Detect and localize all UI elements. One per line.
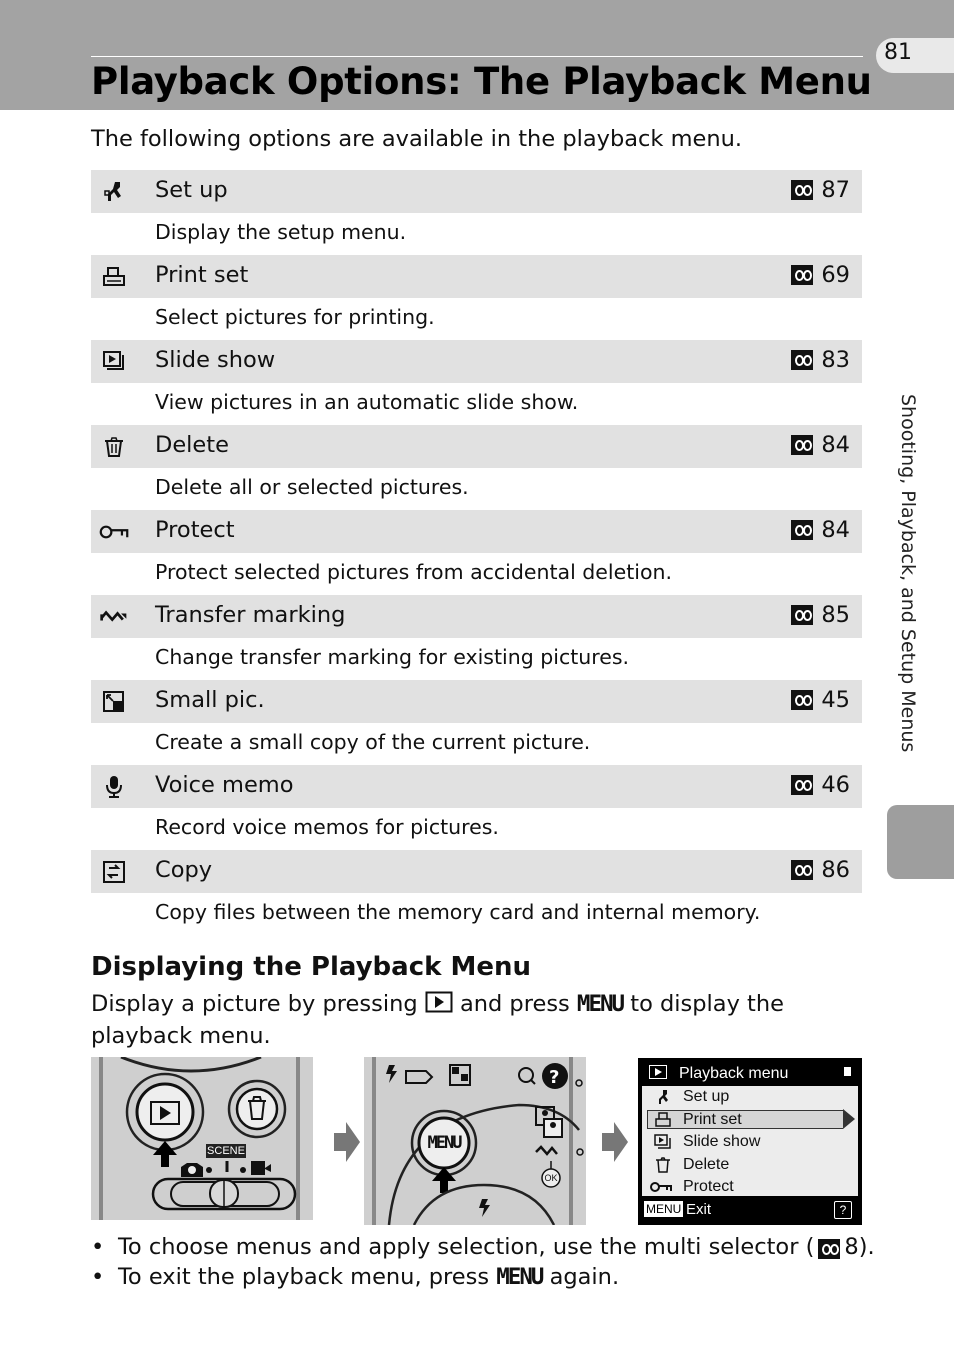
menu-badge: MENU (646, 1202, 682, 1216)
section-text-part-1: Display a picture by pressing (91, 991, 418, 1017)
camera-back-figure (91, 1057, 313, 1220)
trash-icon (654, 1157, 672, 1173)
option-name: Transfer marking (155, 602, 346, 628)
slide-show-icon (99, 348, 129, 375)
option-row-print-set (91, 255, 862, 298)
arrow-icon (600, 1120, 630, 1168)
microphone-icon (99, 773, 129, 800)
option-page-ref (791, 857, 850, 883)
screen-menu-item[interactable] (642, 1154, 858, 1177)
bullet-item (91, 1232, 875, 1262)
option-page-ref (791, 262, 850, 288)
wrench-icon (99, 178, 129, 205)
option-desc-row (91, 298, 862, 340)
options-table (91, 170, 862, 935)
arrow-icon (332, 1120, 362, 1168)
option-description: Copy files between the memory card and internal memory. (155, 900, 761, 924)
option-desc-row (91, 553, 862, 595)
option-name: Small pic. (155, 687, 265, 713)
option-name: Set up (155, 177, 228, 203)
option-description: Protect selected pictures from accidental deletion. (155, 560, 673, 584)
trash-icon (99, 433, 129, 460)
option-name: Protect (155, 517, 235, 543)
menu-button-label: MENU (576, 991, 624, 1017)
option-row-slide-show (91, 340, 862, 383)
screen-menu-item[interactable] (642, 1131, 858, 1154)
page-reference-icon (791, 860, 813, 880)
section-text-part-2: and press (459, 991, 570, 1017)
option-desc-row (91, 808, 862, 850)
menu-button-label: MENU (496, 1264, 543, 1290)
screen-menu-item-label: Slide show (683, 1133, 761, 1150)
screen-menu-item-label: Print set (683, 1110, 742, 1128)
option-page-number: 86 (821, 857, 850, 883)
intro-text: The following options are available in the playback menu. (91, 126, 743, 152)
side-tab-marker (887, 805, 954, 879)
screen-menu-item-selected[interactable] (642, 1109, 858, 1132)
option-row-copy (91, 850, 862, 893)
option-page-ref (791, 432, 850, 458)
option-desc-row (91, 383, 862, 425)
screen-menu-item[interactable] (642, 1086, 858, 1109)
page-reference-icon (791, 690, 813, 710)
small-pic-icon (99, 688, 129, 715)
exit-label: Exit (686, 1201, 712, 1218)
playback-menu-screen (638, 1058, 862, 1225)
screen-title: Playback menu (679, 1065, 789, 1082)
option-description: Select pictures for printing. (155, 305, 435, 329)
page-title: Playback Options: The Playback Menu (91, 60, 872, 103)
section-text-part-3: to display the playback menu. (91, 991, 784, 1049)
key-icon (650, 1179, 672, 1195)
bullet-text: To choose menus and apply selection, use the multi selector ( (118, 1234, 815, 1260)
option-desc-row (91, 468, 862, 510)
option-page-ref (791, 347, 850, 373)
option-description: Display the setup menu. (155, 220, 407, 244)
screen-title-bar (643, 1063, 857, 1085)
transfer-icon (99, 603, 129, 630)
page-reference-icon (791, 435, 813, 455)
menu-button-label: MENU (427, 1133, 461, 1153)
side-tab-label: Shooting, Playback, and Setup Menus (897, 394, 919, 753)
option-name: Delete (155, 432, 229, 458)
page-reference-icon (791, 605, 813, 625)
screen-menu-list (642, 1086, 858, 1196)
playback-button-icon (425, 991, 453, 1021)
option-name: Slide show (155, 347, 276, 373)
copy-icon (99, 858, 129, 885)
screen-menu-item-label: Delete (683, 1155, 730, 1173)
bullet-text: To exit the playback menu, press (118, 1264, 490, 1290)
page-number: 81 (884, 40, 912, 65)
help-icon: ? (834, 1201, 852, 1219)
option-name: Print set (155, 262, 249, 288)
bullet-item (91, 1262, 875, 1292)
bullet-dot: • (91, 1234, 105, 1260)
option-description: Record voice memos for pictures. (155, 815, 499, 839)
bullet-page-ref: 8 (844, 1234, 859, 1260)
ok-label: OK (544, 1173, 558, 1183)
option-name: Voice memo (155, 772, 294, 798)
option-row-protect (91, 510, 862, 553)
bullet-text-end: again. (549, 1264, 620, 1290)
print-icon (654, 1112, 672, 1128)
option-page-ref (791, 687, 850, 713)
page-reference-icon (791, 775, 813, 795)
header-rule (91, 56, 863, 57)
option-page-number: 85 (821, 602, 850, 628)
option-desc-row (91, 893, 862, 935)
option-desc-row (91, 723, 862, 765)
option-description: View pictures in an automatic slide show. (155, 390, 579, 414)
wrench-icon (654, 1089, 672, 1105)
slide-show-icon (654, 1134, 672, 1150)
option-desc-row (91, 638, 862, 680)
screen-menu-item-label: Set up (683, 1088, 730, 1105)
option-description: Create a small copy of the current picture. (155, 730, 591, 754)
option-name: Copy (155, 857, 213, 883)
screen-menu-item-label: Protect (683, 1178, 734, 1195)
option-page-number: 84 (821, 517, 850, 543)
screen-menu-item[interactable] (642, 1176, 858, 1199)
option-page-number: 84 (821, 432, 850, 458)
page-reference-icon (791, 350, 813, 370)
svg-text:?: ? (549, 1067, 560, 1088)
option-row-voice-memo (91, 765, 862, 808)
option-page-number: 83 (821, 347, 850, 373)
key-icon (99, 518, 129, 545)
section-text (91, 989, 866, 1051)
option-page-ref (791, 517, 850, 543)
option-page-ref (791, 772, 850, 798)
option-row-delete (91, 425, 862, 468)
selection-highlight (647, 1110, 843, 1129)
scene-label: SCENE (207, 1145, 245, 1157)
option-description: Delete all or selected pictures. (155, 475, 469, 499)
playback-icon (649, 1065, 667, 1079)
option-description: Change transfer marking for existing pictures. (155, 645, 630, 669)
option-page-ref (791, 177, 850, 203)
option-page-number: 45 (821, 687, 850, 713)
option-row-set-up (91, 170, 862, 213)
screen-footer (642, 1199, 858, 1221)
option-desc-row (91, 213, 862, 255)
option-page-number: 69 (821, 262, 850, 288)
page-reference-icon (791, 180, 813, 200)
battery-icon (844, 1067, 851, 1076)
bullet-dot: • (91, 1264, 105, 1290)
camera-menu-figure (364, 1057, 586, 1225)
option-page-number: 87 (821, 177, 850, 203)
option-row-transfer-marking (91, 595, 862, 638)
bullet-list (91, 1232, 875, 1292)
page-reference-icon (791, 520, 813, 540)
option-page-number: 46 (821, 772, 850, 798)
page-reference-icon (791, 265, 813, 285)
bullet-text-end: ). (858, 1234, 875, 1260)
option-row-small-pic (91, 680, 862, 723)
section-title: Displaying the Playback Menu (91, 952, 531, 982)
print-icon (99, 263, 129, 290)
option-page-ref (791, 602, 850, 628)
page-reference-icon (818, 1239, 840, 1259)
